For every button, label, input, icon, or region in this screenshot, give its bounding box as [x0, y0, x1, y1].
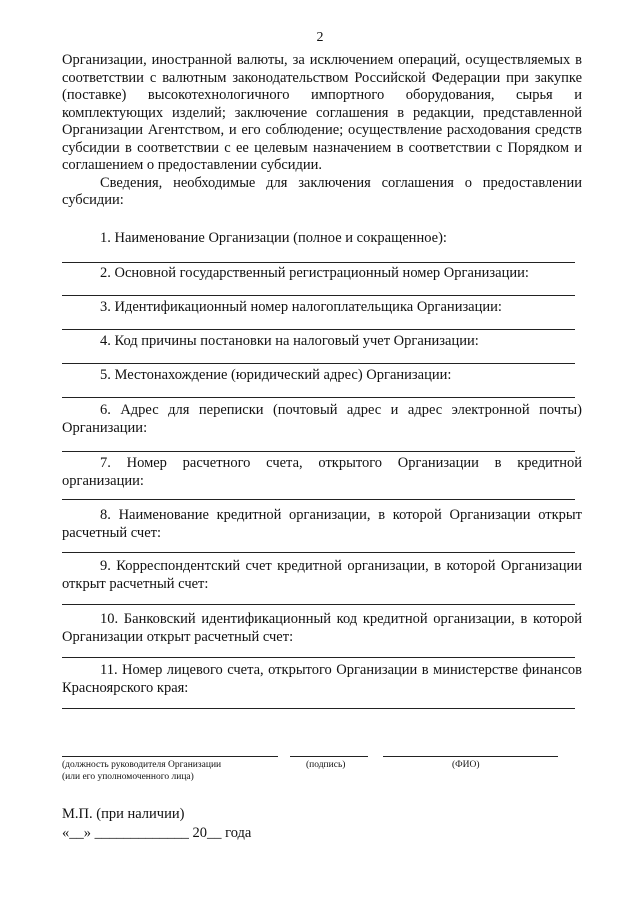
item-7-label: 7. Номер расчетного счета, открытого Организации в кредитной организации:	[62, 455, 582, 489]
item-6-answer-line[interactable]	[62, 451, 575, 452]
item-7-answer-line[interactable]	[62, 499, 575, 500]
item-2-label: 2. Основной государственный регистрационный номер Организации:	[100, 265, 529, 281]
item-10-answer-line[interactable]	[62, 657, 575, 658]
item-8-answer-line[interactable]	[62, 552, 575, 553]
item-4-label: 4. Код причины постановки на налоговый учет Организации:	[100, 333, 479, 349]
item-4-answer-line[interactable]	[62, 363, 575, 364]
position-label-line-1: (должность руководителя Организации	[62, 760, 222, 770]
item-8-label: 8. Наименование кредитной организации, в которой Организации открыт расчетный счет:	[62, 507, 582, 541]
intro-paragraph	[62, 52, 582, 210]
position-label-line-2: (или его уполномоченного лица)	[62, 772, 194, 782]
signature-line[interactable]	[290, 756, 368, 757]
item-9-answer-line[interactable]	[62, 604, 575, 605]
position-signature-line[interactable]	[62, 756, 278, 757]
item-11-answer-line[interactable]	[62, 708, 575, 709]
item-9-label: 9. Корреспондентский счет кредитной организации, в которой Организации открыт расчетный счет:	[62, 558, 582, 592]
item-1-answer-line[interactable]	[62, 262, 575, 263]
full-name-label: (ФИО)	[452, 760, 480, 770]
stamp-text: М.П. (при наличии)	[62, 806, 185, 822]
item-6-label: 6. Адрес для переписки (почтовый адрес и адрес электронной почты) Организации:	[62, 402, 582, 436]
item-5-label: 5. Местонахождение (юридический адрес) Организации:	[100, 367, 452, 383]
item-2-answer-line[interactable]	[62, 295, 575, 296]
page-number: 2	[316, 30, 324, 45]
info-heading: Сведения, необходимые для заключения соглашения о предоставлении субсидии:	[62, 174, 582, 208]
signature-label: (подпись)	[306, 760, 346, 770]
name-signature-line[interactable]	[383, 756, 558, 757]
item-1-label: 1. Наименование Организации (полное и сокращенное):	[100, 230, 447, 246]
item-11-label: 11. Номер лицевого счета, открытого Организации в министерстве финансов Красноярского края:	[62, 662, 582, 696]
item-10-label: 10. Банковский идентификационный код кредитной организации, в которой Организации открыт расчетный счет:	[62, 611, 582, 645]
item-5-answer-line[interactable]	[62, 397, 575, 398]
item-3-label: 3. Идентификационный номер налогоплательщика Организации:	[100, 299, 502, 315]
date-line: «__» _____________ 20__ года	[62, 825, 252, 841]
item-3-answer-line[interactable]	[62, 329, 575, 330]
intro-text: Организации, иностранной валюты, за исключением операций, осуществляемых в соответствии с валютным законодательством Российской Федерации при закупке (поставке) высокотехнологичного импортного оборудования, сырья и комплектующих изделий; заключение соглашения в редакции, представленной Организации Агентством, и его соблюдение; осуществление расходования средств субсидии в соответствии с ее целевым назначением в соответствии с Порядком и соглашением о предоставлении субсидии.	[62, 52, 582, 173]
